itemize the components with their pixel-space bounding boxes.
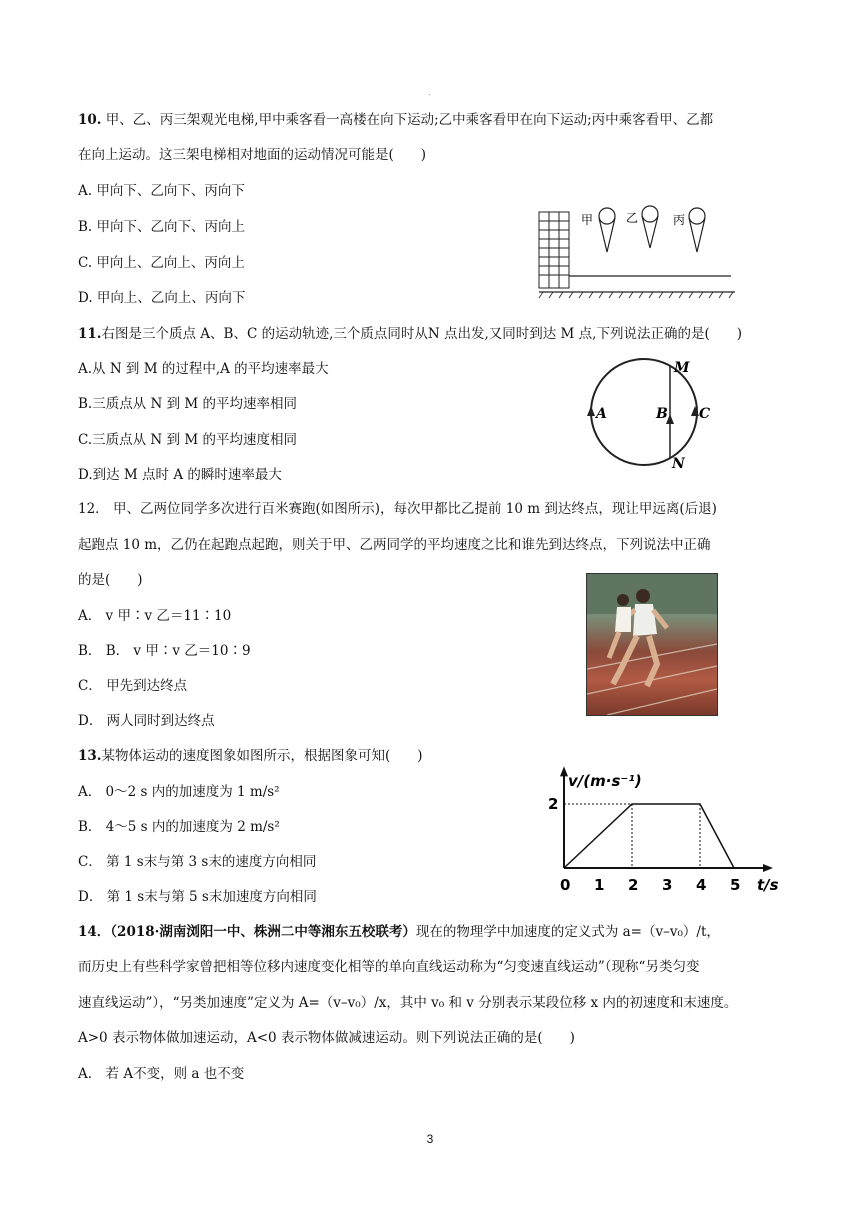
q14-line2: 而历史上有些科学家曾把相等位移内速度变化相等的单向直线运动称为“匀变速直线运动”（现称“另类匀变: [78, 959, 700, 975]
q14-line3: 速直线运动”），“另类加速度”定义为 A=（v–v₀）/x，其中 v₀ 和 v 分别表示某段位移 x 内的初速度和末速度。: [78, 995, 738, 1011]
q12-stem-line2: 起跑点 10 m，乙仍在起跑点起跑，则关于甲、乙两同学的平均速度之比和谁先到达终点，下列说法中正确: [78, 537, 711, 553]
q10-option-d: D. 甲向上、乙向上、丙向下: [78, 290, 246, 306]
velocity-series-line: [564, 804, 734, 868]
elevator-yi: [642, 206, 658, 248]
q13-option-d: D． 第 1 s末与第 5 s末加速度方向相同: [78, 889, 317, 905]
q10-number: 10.: [78, 112, 102, 128]
q13-number: 13.: [78, 748, 102, 764]
q14-source: （2018·湖南浏阳一中、株洲二中等湘东五校联考）: [110, 924, 416, 940]
q10-option-c: C. 甲向上、乙向上、丙向上: [78, 255, 245, 271]
velocity-time-chart: [540, 762, 790, 902]
q12-option-c: C． 甲先到达终点: [78, 678, 188, 694]
x-tick-label: 3: [662, 876, 673, 894]
runners-illustration: [587, 574, 717, 715]
label-yi: 乙: [626, 211, 639, 225]
q11-option-a: A.从 N 到 M 的过程中,A 的平均速率最大: [78, 361, 329, 377]
q14-line1: [78, 922, 720, 942]
x-axis-label: t/s: [757, 876, 779, 894]
y-axis-arrow-icon: [560, 766, 568, 776]
q10-stem-line1: [78, 110, 713, 130]
q11-option-d: D.到达 M 点时 A 的瞬时速率最大: [78, 467, 282, 483]
q13-option-c: C． 第 1 s末与第 3 s末的速度方向相同: [78, 854, 317, 870]
x-tick-label: 4: [696, 876, 707, 894]
q13-stem: [78, 746, 423, 766]
q13-option-b: B． 4～5 s 内的加速度为 2 m/s²: [78, 819, 280, 835]
q12-option-a: A． v 甲∶v 乙＝11∶10: [78, 608, 232, 624]
x-tick-label: 5: [730, 876, 741, 894]
y-tick-label: 2: [548, 795, 559, 813]
building-grid: [539, 212, 569, 288]
label-jia: 甲: [581, 213, 594, 227]
label-a: A: [596, 406, 607, 422]
x-tick-label: 1: [594, 876, 605, 894]
q13-stem-text: 某物体运动的速度图象如图所示，根据图象可知( ): [101, 748, 423, 764]
x-axis-arrow-icon: [763, 864, 773, 872]
q14-number: 14．: [78, 924, 111, 940]
x-tick-label: 2: [628, 876, 639, 894]
header-mark: .: [428, 88, 431, 97]
q11-number: 11.: [78, 326, 102, 342]
q11-stem-text: 右图是三个质点 A、B、C 的运动轨迹,三个质点同时从N 点出发,又同时到达 M 点,下列说法正确的是( ): [101, 326, 742, 342]
q12-option-d: D． 两人同时到达终点: [78, 713, 215, 729]
trajectory-figure: [578, 356, 718, 476]
label-c: C: [699, 406, 711, 422]
label-bing: 丙: [673, 213, 686, 227]
label-n: N: [672, 456, 685, 472]
arrow-a-icon: [587, 406, 595, 416]
q13-option-a: A． 0～2 s 内的加速度为 1 m/s²: [78, 784, 280, 800]
q10-stem-text: 甲、乙、丙三架观光电梯,甲中乘客看一高楼在向下运动;乙中乘客看甲在向下运动;丙中乘客看甲、乙都: [105, 112, 714, 128]
q10-stem-line2: 在向上运动。这三架电梯相对地面的运动情况可能是( ): [78, 147, 427, 163]
elevator-bing: [689, 208, 705, 252]
sprint-photo: [586, 573, 718, 716]
q14-option-a: A． 若 A不变，则 a 也不变: [78, 1066, 245, 1082]
q11-stem: [78, 324, 742, 344]
q11-option-b: B.三质点从 N 到 M 的平均速率相同: [78, 396, 298, 412]
q12-option-b: B． B． v 甲∶v 乙＝10∶9: [78, 643, 251, 659]
elevator-jia: [599, 208, 615, 252]
q11-option-c: C.三质点从 N 到 M 的平均速度相同: [78, 432, 297, 448]
q12-stem-line3: 的是( ): [78, 572, 143, 588]
label-b: B: [656, 406, 668, 422]
x-tick-label: 0: [560, 876, 571, 894]
page-number: 3: [426, 1132, 434, 1146]
q10-option-b: B. 甲向下、乙向下、丙向上: [78, 219, 246, 235]
q12-stem-line1: 12． 甲、乙两位同学多次进行百米赛跑(如图所示)，每次甲都比乙提前 10 m 到达终点，现让甲远离(后退): [78, 501, 717, 517]
q14-line1-text: 现在的物理学中加速度的定义式为 a=（v–v₀）/t，: [415, 924, 720, 940]
elevator-figure: [535, 200, 735, 300]
q10-option-a: A. 甲向下、乙向下、丙向下: [78, 183, 245, 199]
y-axis-label: v/(m·s⁻¹): [568, 772, 642, 790]
q14-line4: A>0 表示物体做加速运动，A<0 表示物体做减速运动。则下列说法正确的是( ): [78, 1030, 575, 1046]
label-m: M: [674, 360, 690, 376]
